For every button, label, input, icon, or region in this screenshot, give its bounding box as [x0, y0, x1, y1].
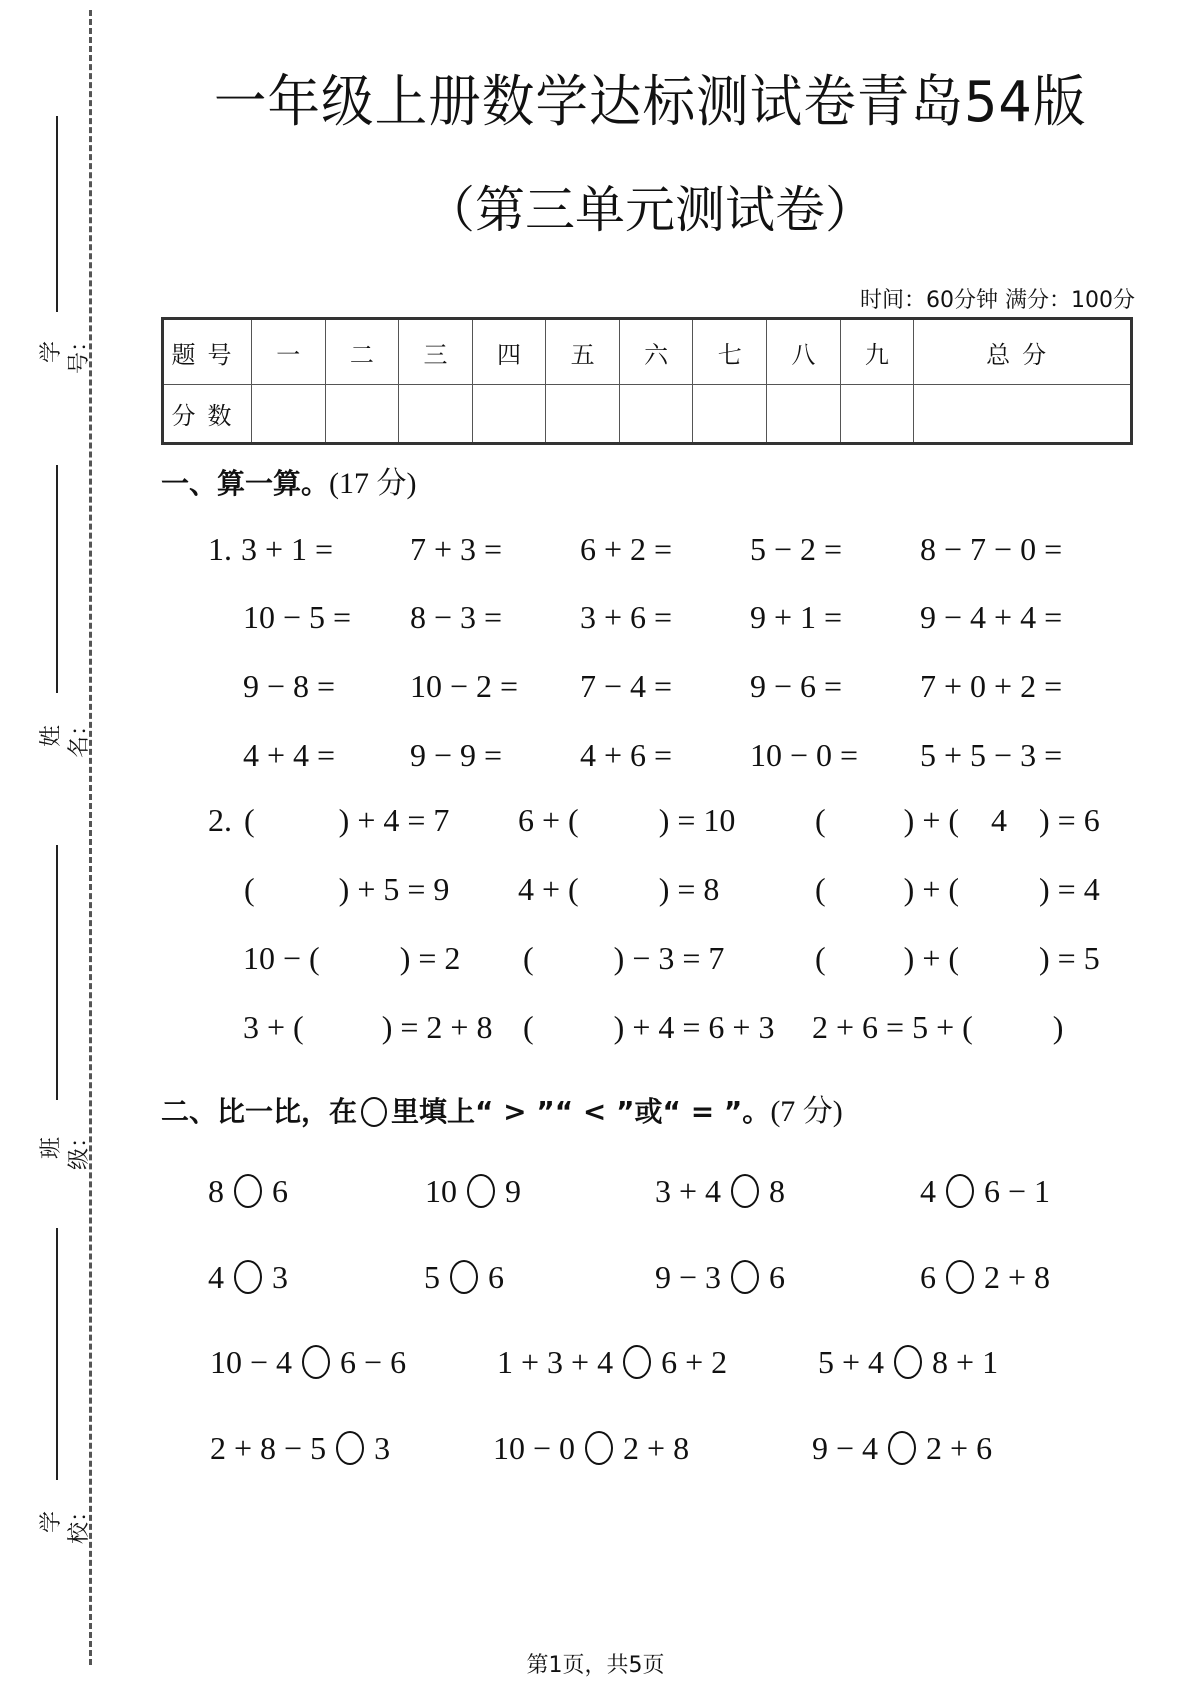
- p2-r1-c2-post: ) = 10: [658, 802, 736, 838]
- col-9: 九: [840, 319, 914, 385]
- compare-circle[interactable]: [234, 1260, 262, 1294]
- score-table-score-row: [163, 385, 1132, 444]
- p2-r4-c3: [812, 1007, 1063, 1047]
- p2-r1-c3-blank2[interactable]: 4: [991, 802, 1008, 838]
- p2-r3-c3: [815, 938, 1100, 978]
- score-cell-total[interactable]: [914, 385, 1132, 444]
- p1-r1-c5: 8 − 7 − 0 =: [920, 531, 1063, 567]
- header-row-label: 题号: [163, 319, 252, 385]
- p2-r2-c2-pre: 4 + (: [518, 871, 579, 907]
- p2-r3-c1: [243, 938, 460, 978]
- p2-r3-c2-post: ) − 3 = 7: [613, 940, 725, 976]
- score-cell-6[interactable]: [619, 385, 693, 444]
- col-5: 五: [546, 319, 620, 385]
- col-2: 二: [325, 319, 399, 385]
- cmp-right: 2 + 6: [926, 1430, 993, 1466]
- compare-circle[interactable]: [731, 1174, 759, 1208]
- p1-r1-c1: 3 + 1 =: [241, 531, 334, 567]
- class-label: 班级：: [39, 1126, 92, 1171]
- name-label: 姓名：: [39, 714, 92, 759]
- cmp-right: 6: [488, 1259, 504, 1295]
- cmp-left: 5 + 4: [818, 1344, 885, 1380]
- p2-r2-c3-post: ) = 4: [1039, 871, 1100, 907]
- cmp-left: 4: [208, 1259, 224, 1295]
- p1-r3-c3: 7 − 4 =: [580, 668, 673, 704]
- p2-r1-c2-pre: 6 + (: [518, 802, 579, 838]
- score-cell-8[interactable]: [767, 385, 841, 444]
- p1-r2-c1: 10 − 5 =: [243, 599, 352, 635]
- class-line[interactable]: [56, 845, 58, 1100]
- school-label: 学校：: [39, 1500, 92, 1545]
- cmp-right: 3: [374, 1430, 391, 1466]
- p2-r3-c2: [523, 938, 724, 978]
- compare-circle[interactable]: [234, 1174, 262, 1208]
- score-cell-5[interactable]: [546, 385, 620, 444]
- p2-r2-c3-mid: ) + (: [903, 871, 960, 907]
- cmp-left: 9 − 3: [655, 1259, 722, 1295]
- score-table-header-row: [163, 319, 1132, 385]
- p1-r1-c3: 6 + 2 =: [580, 531, 673, 567]
- name-line[interactable]: [56, 465, 58, 693]
- p1-r3-c1: 9 − 8 =: [243, 668, 336, 704]
- p2-r2-c2: [518, 869, 719, 909]
- p2-r4-c2: [523, 1007, 774, 1047]
- col-total: 总分: [914, 319, 1132, 385]
- col-6: 六: [619, 319, 693, 385]
- p2-r4-c3-pre: 2 + 6 = 5 + (: [812, 1009, 973, 1045]
- p2-r4-c2-post: ) + 4 = 6 + 3: [613, 1009, 775, 1045]
- col-7: 七: [693, 319, 767, 385]
- p1-r2-c4: 9 + 1 =: [750, 599, 843, 635]
- part2-label: 2.: [208, 802, 232, 838]
- cmp-left: 8: [208, 1173, 224, 1209]
- col-8: 八: [767, 319, 841, 385]
- cmp-r3-c1: [210, 1342, 406, 1382]
- score-table: [161, 317, 1133, 445]
- binding-dashed-line: [89, 10, 92, 1665]
- col-3: 三: [399, 319, 473, 385]
- compare-circle[interactable]: [888, 1431, 916, 1465]
- col-1: 一: [252, 319, 326, 385]
- cmp-r1-c3: [655, 1171, 785, 1211]
- p1-r4-c5: 5 + 5 − 3 =: [920, 737, 1063, 773]
- cmp-r2-c3: [655, 1257, 785, 1297]
- p2-r2-c1-post: ) + 5 = 9: [338, 871, 450, 907]
- col-4: 四: [472, 319, 546, 385]
- compare-circle[interactable]: [336, 1431, 364, 1465]
- p2-r4-c3-post: ): [1052, 1009, 1064, 1045]
- cmp-left: 4: [920, 1173, 936, 1209]
- cmp-left: 1 + 3 + 4: [497, 1344, 614, 1380]
- cmp-left: 6: [920, 1259, 936, 1295]
- compare-circle[interactable]: [467, 1174, 495, 1208]
- p1-r2-c2: 8 − 3 =: [410, 599, 503, 635]
- cmp-right: 9: [505, 1173, 521, 1209]
- score-cell-3[interactable]: [399, 385, 473, 444]
- p1-r4-c2: 9 − 9 =: [410, 737, 503, 773]
- compare-circle[interactable]: [731, 1260, 759, 1294]
- p2-r2-c1-pre: (: [244, 871, 255, 907]
- cmp-right: 2 + 8: [623, 1430, 690, 1466]
- p2-r4-c1-post: ) = 2 + 8: [381, 1009, 493, 1045]
- compare-circle[interactable]: [894, 1345, 922, 1379]
- p1-r2-c3: 3 + 6 =: [580, 599, 673, 635]
- cmp-r4-c1: [210, 1428, 390, 1468]
- p2-r4-c1: [243, 1007, 492, 1047]
- compare-circle[interactable]: [623, 1345, 651, 1379]
- cmp-left: 3 + 4: [655, 1173, 722, 1209]
- p2-r1-c3: [815, 800, 1100, 840]
- page-subtitle: （第三单元测试卷）: [425, 181, 875, 239]
- part1-label: 1.: [208, 531, 232, 567]
- score-cell-7[interactable]: [693, 385, 767, 444]
- p2-r2-c1: [244, 869, 449, 909]
- score-cell-2[interactable]: [325, 385, 399, 444]
- p1-r3-c4: 9 − 6 =: [750, 668, 843, 704]
- p1-r4-c1: 4 + 4 =: [243, 737, 336, 773]
- score-cell-1[interactable]: [252, 385, 326, 444]
- cmp-right: 6 + 2: [661, 1344, 728, 1380]
- cmp-right: 6 − 1: [984, 1173, 1051, 1209]
- p2-r1-c1-pre: (: [244, 802, 255, 838]
- section2-title-pre: 二、比一比，在: [161, 1095, 358, 1128]
- cmp-left: 10 − 4: [210, 1344, 293, 1380]
- cmp-right: 8 + 1: [932, 1344, 999, 1380]
- p2-r2-c3: [815, 869, 1100, 909]
- cmp-left: 2 + 8 − 5: [210, 1430, 327, 1466]
- cmp-r1-c4: [920, 1171, 1050, 1211]
- p2-r1-c2: [518, 800, 735, 840]
- p2-r1-c3-post: ) = 6: [1039, 802, 1100, 838]
- p1-r3-c5: 7 + 0 + 2 =: [920, 668, 1063, 704]
- score-cell-9[interactable]: [840, 385, 914, 444]
- compare-circle[interactable]: [585, 1431, 613, 1465]
- p2-r2-c2-post: ) = 8: [658, 871, 720, 907]
- section1-title: 一、算一算。: [161, 467, 330, 500]
- score-cell-4[interactable]: [472, 385, 546, 444]
- cmp-r2-c2: [424, 1257, 504, 1297]
- score-row-label: 分数: [163, 385, 252, 444]
- section2-points: (7 分): [770, 1095, 843, 1128]
- cmp-right: 6: [272, 1173, 288, 1209]
- p2-r3-c1-pre: 10 − (: [243, 940, 320, 976]
- cmp-right: 2 + 8: [984, 1259, 1051, 1295]
- cmp-r3-c3: [818, 1342, 998, 1382]
- p2-r1-c1: [244, 800, 449, 840]
- compare-circle[interactable]: [946, 1174, 974, 1208]
- p2-r3-c1-post: ) = 2: [399, 940, 461, 976]
- cmp-r1-c2: [425, 1171, 521, 1211]
- cmp-r4-c2: [493, 1428, 689, 1468]
- cmp-left: 5: [424, 1259, 440, 1295]
- compare-circle[interactable]: [450, 1260, 478, 1294]
- school-line[interactable]: [56, 1228, 58, 1480]
- page-number: 第1页，共5页: [526, 1653, 665, 1678]
- cmp-left: 10 − 0: [493, 1430, 576, 1466]
- p1-r3-c2: 10 − 2 =: [410, 668, 519, 704]
- page-title: [0, 58, 1191, 138]
- cmp-r4-c3: [812, 1428, 992, 1468]
- p2-r1-c1-post: ) + 4 = 7: [338, 802, 450, 838]
- cmp-r2-c4: [920, 1257, 1050, 1297]
- p1-r2-c5: 9 − 4 + 4 =: [920, 599, 1063, 635]
- cmp-left: 9 − 4: [812, 1430, 879, 1466]
- p1-r4-c3: 4 + 6 =: [580, 737, 673, 773]
- cmp-r1-c1: [208, 1171, 288, 1211]
- compare-circle[interactable]: [302, 1345, 330, 1379]
- exam-meta: 时间：60分钟 满分：100分: [860, 288, 1135, 313]
- cmp-right: 3: [272, 1259, 288, 1295]
- section2-heading: [161, 1086, 843, 1130]
- section1-points: (17 分): [329, 467, 417, 500]
- p2-r2-c3-pre: (: [815, 871, 826, 907]
- p2-r4-c2-pre: (: [523, 1009, 534, 1045]
- cmp-right: 6 − 6: [340, 1344, 407, 1380]
- section2-title-post: 里填上“ > ”“ < ”或“ = ”。: [391, 1095, 771, 1128]
- p2-r1-c3-mid: ) + (: [903, 802, 960, 838]
- circle-icon: [361, 1097, 387, 1127]
- p2-r3-c3-post: ) = 5: [1039, 940, 1100, 976]
- p2-r4-c1-pre: 3 + (: [243, 1009, 304, 1045]
- cmp-r2-c1: [208, 1257, 288, 1297]
- p1-r1-c2: 7 + 3 =: [410, 531, 503, 567]
- compare-circle[interactable]: [946, 1260, 974, 1294]
- cmp-r3-c2: [497, 1342, 727, 1382]
- p2-r3-c2-pre: (: [523, 940, 534, 976]
- p1-r4-c4: 10 − 0 =: [750, 737, 859, 773]
- student-id-label: 学号：: [39, 330, 92, 375]
- cmp-right: 8: [769, 1173, 786, 1209]
- p2-r1-c3-pre: (: [815, 802, 826, 838]
- cmp-right: 6: [769, 1259, 786, 1295]
- section1-heading: [161, 458, 417, 502]
- p1-r1-c4: 5 − 2 =: [750, 531, 843, 567]
- cmp-left: 10: [425, 1173, 457, 1209]
- page-title-text: 一年级上册数学达标测试卷青岛54版: [213, 70, 1087, 135]
- p2-r3-c3-mid: ) + (: [903, 940, 960, 976]
- p2-r3-c3-pre: (: [815, 940, 826, 976]
